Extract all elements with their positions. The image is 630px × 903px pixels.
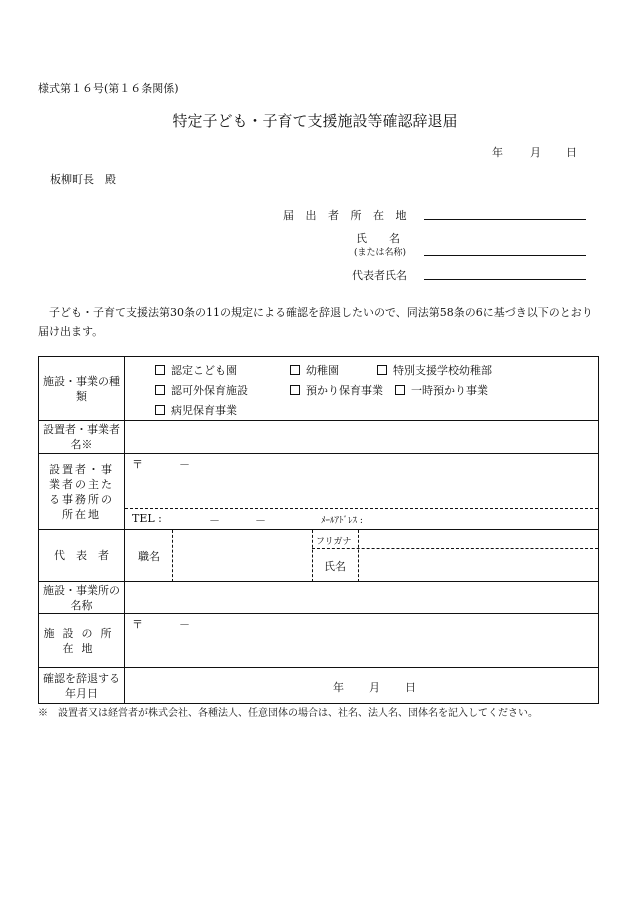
applicant-rep-label: 代表者氏名: [352, 269, 407, 282]
withdraw-month: 月: [369, 681, 380, 694]
facility-address-cell[interactable]: [125, 614, 599, 668]
applicant-name-label: 氏 名: [356, 232, 400, 245]
withdraw-day: 日: [405, 681, 416, 694]
checkbox-azukari-hoiku[interactable]: 預かり保育事業: [290, 382, 395, 398]
facility-postal-mark: 〒: [132, 618, 143, 631]
date-month: 月: [530, 146, 541, 159]
operator-name-field[interactable]: [125, 421, 599, 454]
applicant-rep-line[interactable]: [424, 279, 586, 280]
facility-postal-dash: －: [179, 618, 190, 631]
facility-type-options: [125, 357, 599, 421]
form-number: 様式第１６号(第１６条関係): [38, 82, 179, 95]
facility-type-label: 施設・事業の種類: [39, 357, 125, 421]
checkbox-youchien[interactable]: 幼稚園: [290, 362, 377, 378]
operator-name-label: 設置者・事業者名※: [39, 421, 125, 454]
tel-dash-1: －: [209, 514, 220, 527]
checkbox-byouji-hoiku[interactable]: 病児保育事業: [155, 402, 237, 418]
applicant-address-label: 届 出 者 所 在 地: [283, 209, 411, 222]
applicant-address-line[interactable]: [424, 219, 586, 220]
document-title: 特定子ども・子育て支援施設等確認辞退届: [172, 112, 458, 130]
postal-dash: －: [179, 458, 190, 471]
withdraw-date-label: 確認を辞退する年月日: [39, 668, 125, 704]
date-year: 年: [492, 146, 503, 159]
representative-cell: [125, 530, 599, 582]
facility-name-label: 施設・事業所の名称: [39, 582, 125, 614]
form-table: [38, 356, 599, 704]
withdraw-date-cell[interactable]: [125, 668, 599, 704]
addressee: 板柳町長 殿: [50, 173, 116, 186]
checkbox-tokubetsu-shien[interactable]: 特別支援学校幼稚部: [377, 362, 492, 378]
footnote: ※ 設置者又は経営者が株式会社、各種法人、任意団体の場合は、社名、法人名、団体名を記入してください。: [38, 708, 538, 719]
tel-dash-2: －: [255, 514, 266, 527]
office-address-label: 設置者・事業者の主たる事務所の所在地: [39, 454, 125, 530]
checkbox-nintei-kodomoen[interactable]: 認定こども園: [155, 362, 290, 378]
office-address-cell: [125, 454, 599, 530]
body-paragraph: 子ども・子育て支援法第30条の11の規定による確認を辞退したいので、同法第58条の6に基づき以下のとおり届け出ます。: [38, 306, 593, 338]
tel-label: TEL :: [132, 512, 162, 525]
applicant-name-sub: (または名称): [354, 248, 407, 258]
date-day: 日: [566, 146, 577, 159]
email-label: ﾒｰﾙｱﾄﾞﾚｽ :: [321, 516, 363, 526]
postal-mark: 〒: [132, 458, 143, 471]
applicant-name-line[interactable]: [424, 255, 586, 256]
checkbox-ninkagai[interactable]: 認可外保育施設: [155, 382, 290, 398]
withdraw-year: 年: [333, 681, 344, 694]
position-label: 職名: [138, 550, 160, 563]
furigana-label: フリガナ: [316, 537, 352, 547]
facility-address-label: 施設の所在地: [39, 614, 125, 668]
representative-label: 代 表 者: [39, 530, 125, 582]
facility-name-field[interactable]: [125, 582, 599, 614]
checkbox-ichiji-azukari[interactable]: 一時預かり事業: [395, 382, 488, 398]
rep-name-label: 氏名: [324, 560, 346, 573]
